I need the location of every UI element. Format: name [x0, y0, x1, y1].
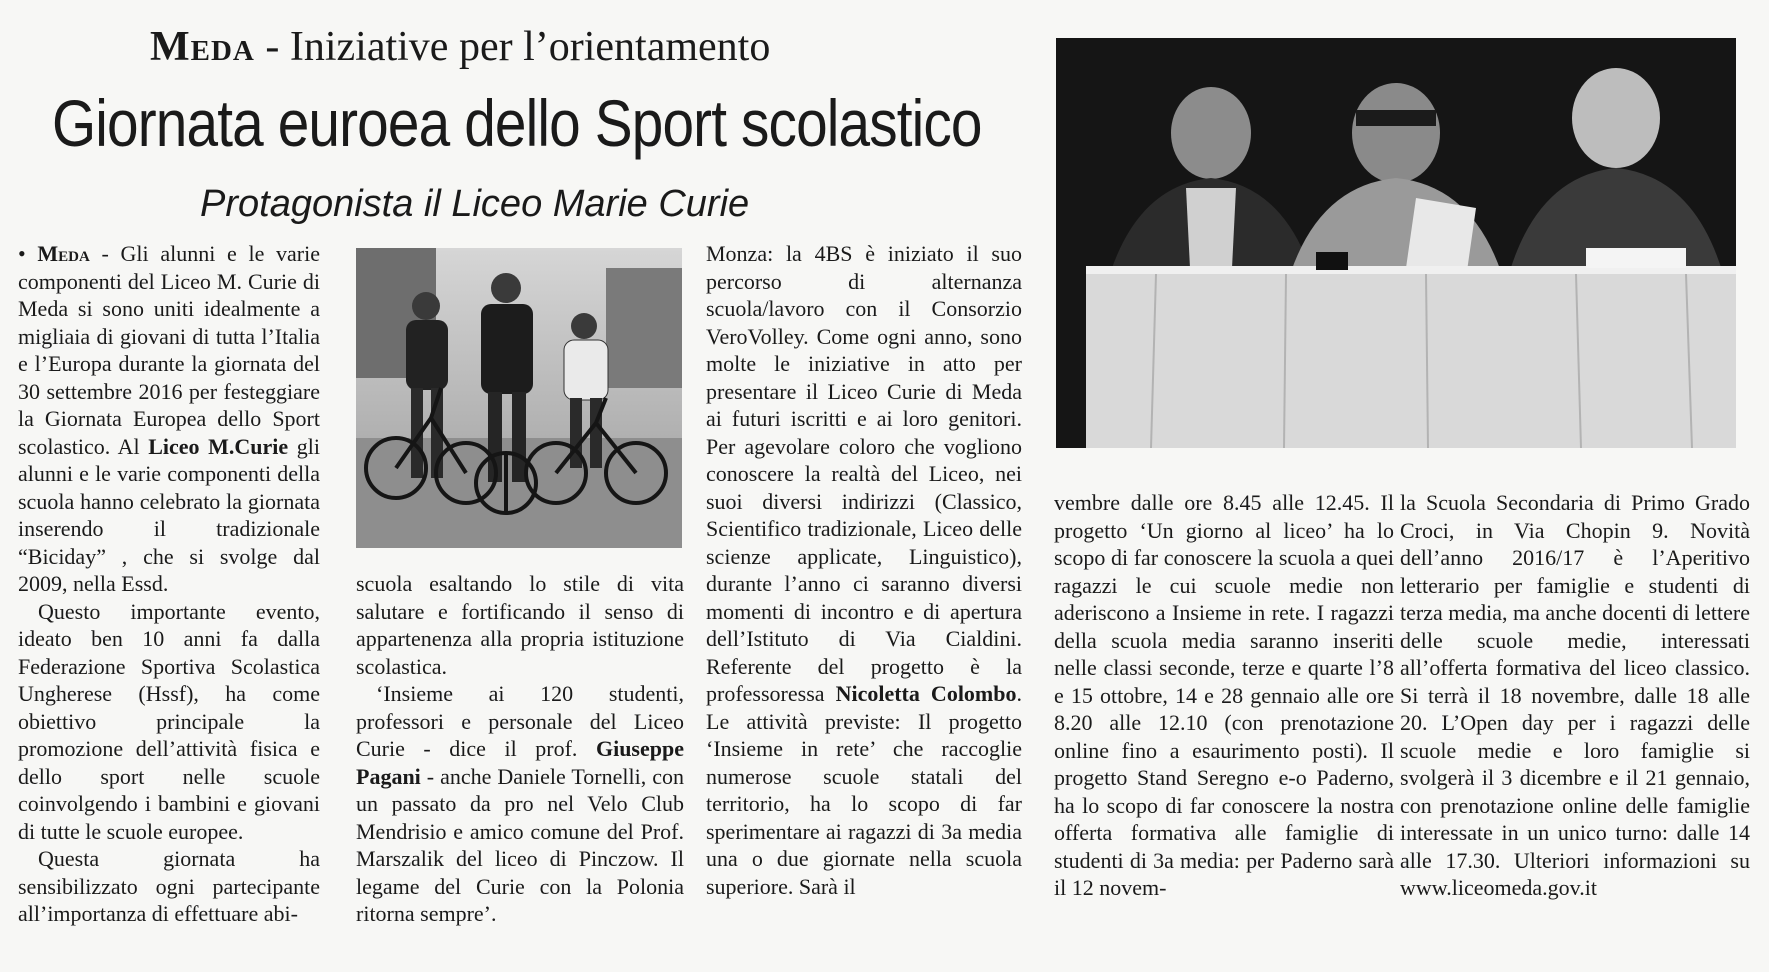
- person-name: Giuseppe Pagani: [356, 736, 684, 789]
- article-column-3: [706, 240, 1022, 900]
- paragraph: ‘Insieme ai 120 studenti, professori e personale del Liceo Curie - dice il prof. Giuseppe Pagani - anche Daniele Tornelli, con un passato da pro nel Velo Club Mendrisio e amico comune del Prof. Marszalik del liceo di Pinczow. Il legame del Curie con la Polonia ritorna sempre’.: [356, 681, 684, 926]
- photo-students-bicycles: [356, 248, 682, 548]
- person-name: Nicoletta Colombo: [835, 681, 1017, 706]
- kicker-title: - Iniziative per l’orientamento: [254, 24, 771, 70]
- paragraph: Questa giornata ha sensibilizzato ogni partecipante all’importanza di effettuare abi-: [18, 846, 320, 926]
- subhead: Protagonista il Liceo Marie Curie: [200, 183, 750, 225]
- paragraph: Monza: la 4BS è iniziato il suo percorso di alternanza scuola/lavoro con il Consorzio VeroVolley. Come ogni anno, sono molte le iniziative in atto per presentare il Liceo Curie di Meda ai futuri iscritti e ai loro genitori. Per agevolare coloro che vogliono conoscere la realtà del Liceo, nei suoi diversi indirizzi (Classico, Scientifico tradizionale, Liceo delle scienze applicate, Linguistico), durante l’anno ci saranno diversi momenti di incontro e di apertura dell’Istituto di Via Cialdini. Referente del progetto è la professoressa Nicoletta Colombo. Le attività previste: Il progetto ‘Insieme in rete’ che raccoglie numerose scuole statali del territorio, ha lo scopo di far sperimentare ai ragazzi di 3a media una o due giornate nella scuola superiore. Sarà il: [706, 241, 1022, 899]
- article-column-4: [1054, 489, 1394, 902]
- paragraph: vembre dalle ore 8.45 alle 12.45. Il progetto ‘Un giorno al liceo’ ha lo scopo di far conoscere la scuola a quei ragazzi le cui scuole medie non aderiscono a Insieme in rete. I ragazzi della scuola media saranno inseriti nelle classi seconde, terze e quarte l’8 e 15 ottobre, 14 e 28 gennaio alle ore 8.20 alle 12.10 (con prenotazione online fino a esaurimento posti). Il progetto Stand Seregno e-o Paderno, ha lo scopo di far conoscere la nostra offerta formativa alle famiglie di studenti di 3a media: per Paderno sarà il 12 novem-: [1054, 490, 1394, 900]
- paragraph: scuola esaltando lo stile di vita salutare e fortificando il senso di appartenenza alla propria istituzione scolastica.: [356, 571, 684, 679]
- dateline: Meda: [37, 241, 90, 266]
- paragraph: • Meda - Gli alunni e le varie componenti del Liceo M. Curie di Meda si sono uniti idealmente a migliaia di giovani di tutta l’Italia e l’Europa durante la giornata del 30 settembre 2016 per festeggiare la Giornata Europea dello Sport scolastico. Al Liceo M.Curie gli alunni e le varie componenti della scuola hanno celebrato la giornata inserendo il tradizionale “Biciday” , che si svolge dal 2009, nella Essd.: [18, 241, 320, 596]
- kicker-place: Meda: [150, 24, 255, 70]
- paragraph: la Scuola Secondaria di Primo Grado Croci, in Via Chopin 9. Novità dell’anno 2016/17 è l’Aperitivo letterario per famiglie e studenti di terza media, ma anche docenti di lettere delle scuole medie, interessati all’offerta formativa del liceo classico. Si terrà il 18 novembre, dalle 18 alle 20. L’Open day per i ragazzi delle scuole medie e loro famiglie si svolgerà il 3 dicembre e il 21 gennaio, con prenotazione online delle famiglie interessate in un unico turno: dalle 14 alle 17.30. Ulteriori informazioni su www.liceomeda.gov.it: [1400, 490, 1750, 900]
- article-column-5: [1400, 489, 1750, 902]
- paragraph: Questo importante evento, ideato ben 10 anni fa dalla Federazione Sportiva Scolastica Ungherese (Hssf), ha come obiettivo principale la promozione dell’attività fisica e dello sport nelle scuole coinvolgendo i bambini e giovani di tutte le scuole europee.: [18, 598, 320, 844]
- article-column-1: [18, 240, 320, 928]
- headline: Giornata euroea dello Sport scolastico: [52, 86, 982, 160]
- bullet-icon: •: [18, 241, 26, 266]
- article-column-2: [356, 570, 684, 928]
- photo-signing-ceremony: [1056, 38, 1736, 448]
- kicker: [150, 22, 770, 72]
- school-name: Liceo M.Curie: [148, 433, 289, 459]
